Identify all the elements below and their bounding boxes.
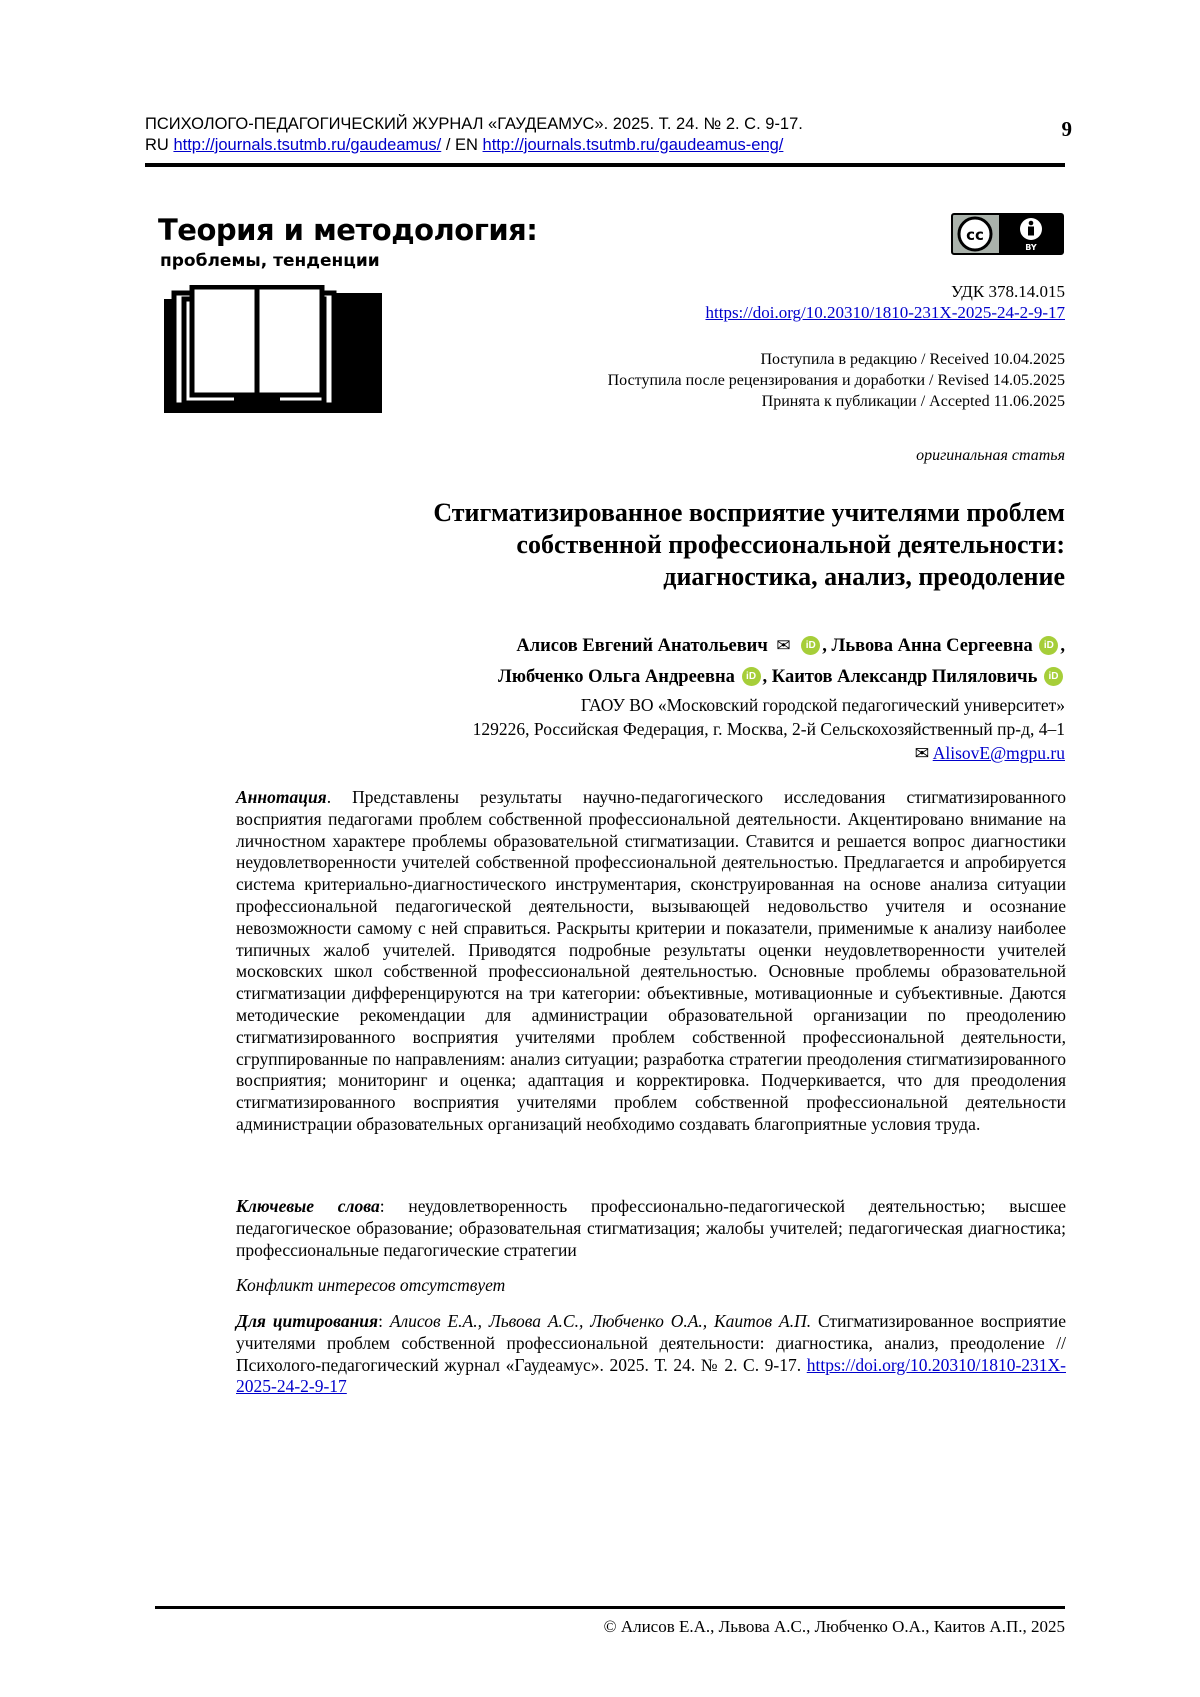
author-name: Алисов Евгений Анатольевич [516,636,768,656]
orcid-icon[interactable]: iD [742,667,761,686]
citation-authors: Алисов Е.А., Львова А.С., Любченко О.А., Каитов А.П. [389,1311,812,1331]
citation-text: Стигматизированное восприятие учителями проблем собственной профессиональной деятельности: диагностика, анализ, преодоление // Психолого-педагогический журнал «Гаудеамус». 2025. Т. 24. № 2. С. 9-17. [236,1311,1066,1375]
authors-line-1 [165,630,1065,662]
comma: , [762,667,768,687]
received-date: Поступила в редакцию / Received 10.04.2025 [760,351,1065,368]
keywords-text: : неудовлетворенность профессионально-педагогической деятельностью; высшее педагогическое образование; образовательная стигматизация; жалобы учителей; педагогическая диагностика; профессиональные педагогические стратегии [236,1196,1067,1260]
abstract [236,787,1066,1136]
footer-rule [155,1606,1065,1609]
orcid-icon[interactable]: iD [1039,636,1058,655]
ru-label: RU [145,136,169,154]
orcid-icon[interactable]: iD [1044,667,1063,686]
abstract-label: Аннотация [236,787,327,807]
url-separator: / [445,136,451,154]
ru-journal-link[interactable]: http://journals.tsutmb.ru/gaudeamus/ [173,136,442,154]
keywords-label: Ключевые слова [236,1196,380,1216]
orcid-icon[interactable]: iD [801,636,820,655]
keywords [236,1196,1066,1261]
header-rule [145,163,1065,167]
accepted-date: Принята к публикации / Accepted 11.06.2025 [761,393,1065,410]
conflict-statement: Конфликт интересов отсутствует [236,1275,506,1295]
section-subtitle: проблемы, тенденции [160,251,380,271]
abstract-text: . Представлены результаты научно-педагогического исследования стигматизированного восприятия педагогами проблем собственной профессиональной деятельности. Акцентировано внимание на личностном характере проблемы образовательной стигматизации. Ставится и решается вопрос диагностики неудовлетворенности учителей собственной профессиональной деятельностью. Предлагается и апробируется система критериально-диагностического инструментария, сконструированная на основе анализа ситуации профессиональной педагогической деятельности, вызывающей недовольство учителя и осознание невозможности самому с ней справиться. Раскрыты критерии и показатели, применимые к анализу наиболее типичных жалоб учителей. Приводятся подробные результаты оценки неудовлетворенности учителей московских школ собственной профессиональной деятельностью. Основные проблемы образовательной стигматизации дифференцируются на три категории: объективные, мотивационные и субъективные. Даются методические рекомендации для администрации образовательной организации по преодолению стигматизированного восприятия учителями проблем собственной профессиональной деятельности, сгруппированные по направлениям: анализ ситуации; разработка стратегии преодоления стигматизированного восприятия; мониторинг и оценка; адаптация и корректировка. Подчеркивается, что для преодоления стигматизированного восприятия учителями проблем собственной профессиональной деятельности администрации образовательных организаций необходимо создавать благоприятные условия труда. [236,787,1066,1134]
journal-urls [145,135,1065,156]
dates-block [608,349,1065,412]
comma: , [822,636,827,656]
page-number: 9 [1061,117,1072,141]
mail-icon: ✉ [914,743,930,763]
cc-by-license-icon[interactable] [951,213,1064,255]
section-title: Теория и методология: [158,213,538,247]
citation-label: Для цитирования [236,1311,379,1331]
cc-text: cc [966,226,984,244]
journal-line: ПСИХОЛОГО-ПЕДАГОГИЧЕСКИЙ ЖУРНАЛ «ГАУДЕАМУС». 2025. Т. 24. № 2. С. 9-17. [145,115,803,133]
author-name: Любченко Ольга Андреевна [498,667,735,687]
citation-colon: : [378,1311,383,1331]
en-label: EN [455,136,478,154]
email-link[interactable]: AlisovE@mgpu.ru [932,743,1065,763]
affiliation-address: 129226, Российская Федерация, г. Москва, 2-й Сельскохозяйственный пр-д, 4–1 [472,719,1065,739]
article-type: оригинальная статья [916,447,1065,464]
citation-doi-link[interactable]: https://doi.org/10.20310/1810-231X-2025-24-2-9-17 [236,1354,1066,1397]
affiliation-org: ГАОУ ВО «Московский городской педагогический университет» [580,695,1065,715]
title-line: собственной профессиональной деятельности: [516,530,1065,559]
title-line: Стигматизированное восприятие учителями проблем [433,498,1065,527]
comma: , [1060,636,1065,656]
by-text: BY [1025,243,1037,252]
mail-icon: ✉ [776,636,791,655]
citation [236,1311,1066,1398]
authors-line-2 [165,662,1065,693]
udk-code: УДК 378.14.015 [950,282,1065,301]
contact-email-line [165,741,1065,765]
article-title [165,497,1065,593]
open-book-icon [164,285,384,415]
authors [165,630,1065,693]
author-name: Каитов Александр Пиляловичь [771,667,1038,687]
copyright: © Алисов Е.А., Львова А.С., Любченко О.А., Каитов А.П., 2025 [603,1617,1065,1636]
doi-link[interactable]: https://doi.org/10.20310/1810-231X-2025-24-2-9-17 [705,303,1065,322]
revised-date: Поступила после рецензирования и доработки / Revised 14.05.2025 [607,372,1065,389]
affiliation [165,693,1065,765]
en-journal-link[interactable]: http://journals.tsutmb.ru/gaudeamus-eng/ [482,136,784,154]
running-header [145,114,1065,156]
doi-block [706,302,1066,323]
author-name: Львова Анна Сергеевна [831,636,1033,656]
title-line: диагностика, анализ, преодоление [663,562,1065,591]
